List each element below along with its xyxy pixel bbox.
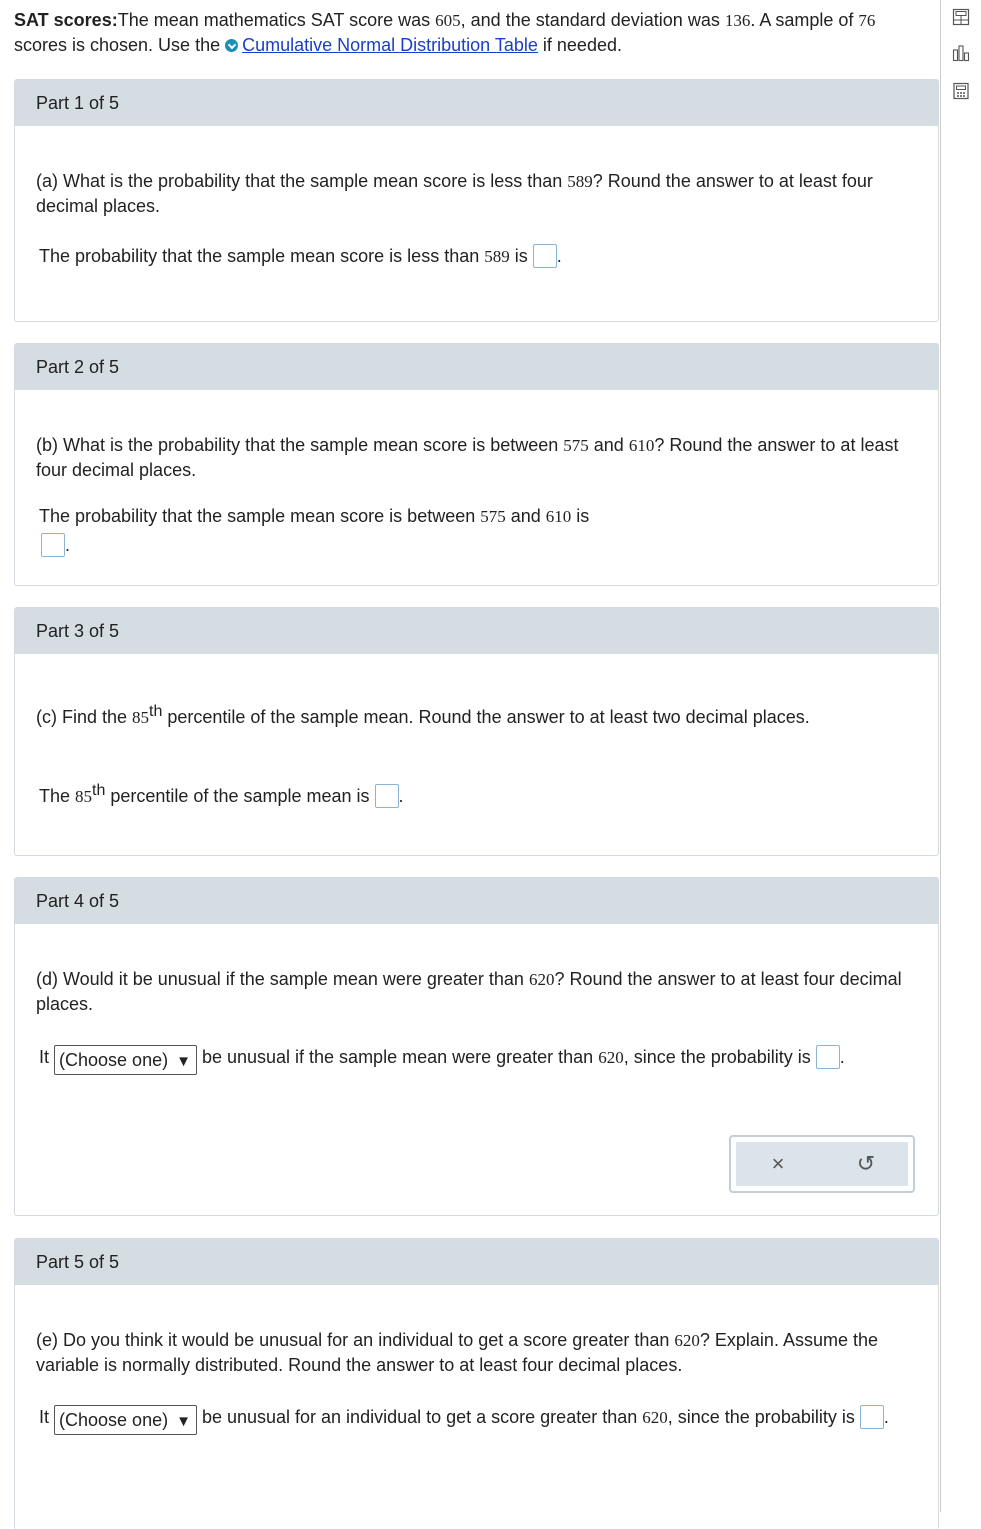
part-4-answer-line: It (Choose one) ▼ be unusual if the sample mean were greater than 620, since the probability is . xyxy=(39,1040,917,1075)
part-3-question: (c) Find the 85th percentile of the sample mean. Round the answer to at least two decimal places. xyxy=(36,703,810,727)
undo-button[interactable]: ↺ xyxy=(856,1151,876,1176)
part-5-header: Part 5 of 5 xyxy=(15,1239,938,1285)
answer-input-c[interactable] xyxy=(375,784,399,808)
part-2-header: Part 2 of 5 xyxy=(15,344,938,390)
part-2-panel xyxy=(14,343,939,586)
part-1-question: (a) What is the probability that the sample mean score is less than 589? Round the answer to at least four decimal places. xyxy=(36,171,873,216)
part-4-panel xyxy=(14,877,939,1216)
part-2-answer-box-line: . xyxy=(41,533,917,557)
dropdown-arrow-icon: ▼ xyxy=(176,1053,191,1070)
part-4-header: Part 4 of 5 xyxy=(15,878,938,924)
part-1-answer-line: The probability that the sample mean score is less than 589 is . xyxy=(39,246,562,266)
part-3-header: Part 3 of 5 xyxy=(15,608,938,654)
normal-table-link[interactable]: Cumulative Normal Distribution Table xyxy=(242,35,538,55)
table-calculator-icon[interactable] xyxy=(952,82,970,100)
choose-one-select-e[interactable]: (Choose one) ▼ xyxy=(54,1405,197,1435)
clear-button[interactable]: × xyxy=(771,1151,785,1176)
part-1-panel xyxy=(14,79,939,322)
problem-statement: SAT scores:The mean mathematics SAT score was 605, and the standard deviation was 136. A sample of 76 scores is chosen. Use the Cumulative Normal Distribution Table if needed. xyxy=(14,10,876,55)
part-2-question: (b) What is the probability that the sample mean score is between 575 and 610? Round the answer to at least four decimal places. xyxy=(36,435,899,480)
answer-input-a[interactable] xyxy=(533,244,557,268)
side-toolbar xyxy=(940,0,981,1512)
part-3-answer-line: The 85th percentile of the sample mean is . xyxy=(39,782,404,806)
answer-input-d[interactable] xyxy=(816,1045,840,1069)
problem-title: SAT scores: xyxy=(14,10,118,30)
answer-input-e[interactable] xyxy=(860,1405,884,1429)
part-3-panel xyxy=(14,607,939,856)
answer-toolbar xyxy=(729,1135,915,1193)
calculator-icon[interactable] xyxy=(952,8,970,26)
dropdown-arrow-icon: ▼ xyxy=(176,1413,191,1430)
part-5-panel xyxy=(14,1238,939,1529)
bar-chart-icon[interactable] xyxy=(952,44,970,62)
answer-input-b[interactable] xyxy=(41,533,65,557)
part-5-question: (e) Do you think it would be unusual for an individual to get a score greater than 620? Explain. Assume the variable is normally distributed. Round the answer to at least four decimal places. xyxy=(36,1330,878,1375)
choose-one-select-d[interactable]: (Choose one) ▼ xyxy=(54,1045,197,1075)
part-4-question: (d) Would it be unusual if the sample mean were greater than 620? Round the answer to at least four decimal places. xyxy=(36,969,902,1014)
part-2-answer-line: The probability that the sample mean score is between 575 and 610 is xyxy=(39,506,590,526)
info-icon xyxy=(225,39,238,52)
part-5-answer-line: It (Choose one) ▼ be unusual for an individual to get a score greater than 620, since the probability is . xyxy=(39,1401,917,1435)
part-1-header: Part 1 of 5 xyxy=(15,80,938,126)
